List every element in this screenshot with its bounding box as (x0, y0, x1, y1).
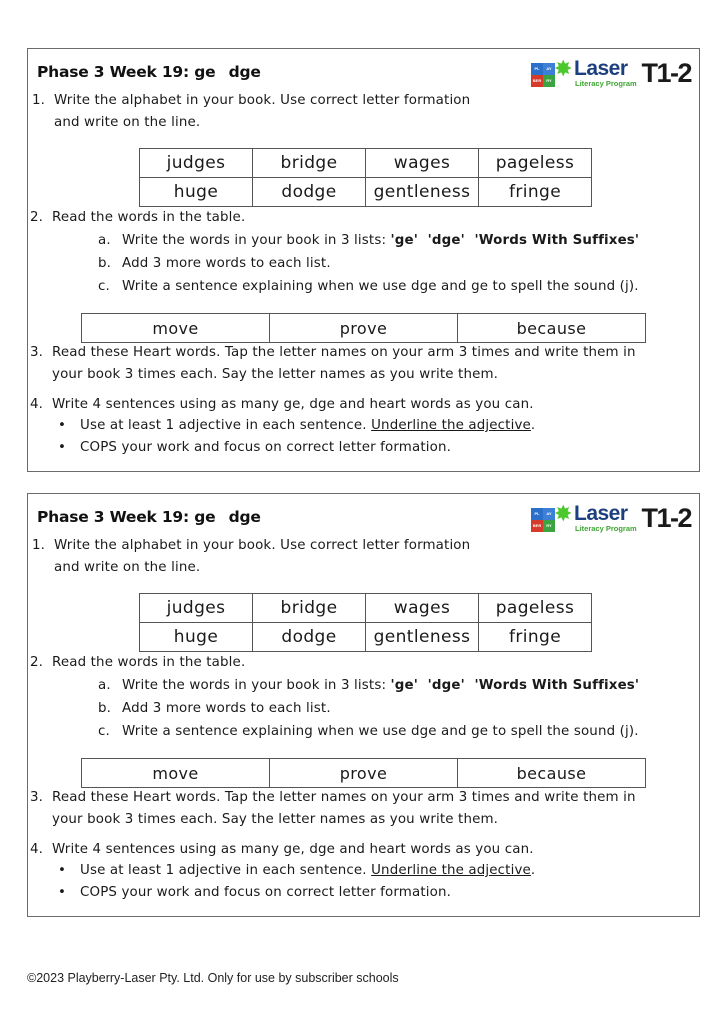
underlined-text: Underline the adjective (371, 863, 531, 878)
word-cell: judges (140, 594, 253, 623)
logo-brand: Laser (574, 57, 628, 80)
table-row (140, 594, 592, 623)
word-cell: fringe (479, 623, 592, 652)
word-table (139, 148, 592, 207)
heart-word-cell: move (82, 759, 270, 788)
worksheet-card (27, 48, 700, 472)
logo-subtitle: Literacy Program (575, 524, 637, 533)
logo-subtitle: Literacy Program (575, 79, 637, 88)
underlined-text: Underline the adjective (371, 418, 531, 433)
step-3: 3. Read these Heart words. Tap the letter names on your arm 3 times and write them in (30, 790, 636, 805)
term-label: T1-2 (641, 58, 691, 88)
step-2c: c. Write a sentence explaining when we use dge and ge to spell the sound (j). (98, 724, 639, 739)
table-row (140, 623, 592, 652)
term-label: T1-2 (641, 503, 691, 533)
word-cell: gentleness (366, 623, 479, 652)
step-3-line-2: your book 3 times each. Say the letter names as you write them. (52, 812, 499, 827)
step-4: 4. Write 4 sentences using as many ge, dge and heart words as you can. (30, 397, 534, 412)
word-cell: judges (140, 149, 253, 178)
step-1-line-2: and write on the line. (54, 115, 201, 130)
step-2a: a. Write the words in your book in 3 lists: 'ge' 'dge' 'Words With Suffixes' (98, 233, 640, 248)
copyright-footer: ©2023 Playberry-Laser Pty. Ltd. Only for use by subscriber schools (27, 971, 399, 985)
step-4-bullet-1: • Use at least 1 adjective in each sentence. Underline the adjective. (58, 863, 536, 878)
heart-word-cell: because (458, 314, 646, 343)
heart-word-cell: move (82, 314, 270, 343)
starburst-icon: ✸ (554, 57, 573, 82)
table-row (82, 314, 646, 343)
step-1-line-2: and write on the line. (54, 560, 201, 575)
table-row (140, 149, 592, 178)
word-cell: wages (366, 149, 479, 178)
worksheet-title: Phase 3 Week 19: ge dge (37, 63, 261, 81)
word-table (139, 593, 592, 652)
starburst-icon: ✸ (554, 502, 573, 527)
step-2b: b. Add 3 more words to each list. (98, 701, 331, 716)
step-2c: c. Write a sentence explaining when we use dge and ge to spell the sound (j). (98, 279, 639, 294)
step-4-bullet-2: • COPS your work and focus on correct letter formation. (58, 885, 452, 900)
word-cell: huge (140, 178, 253, 207)
table-row (82, 759, 646, 788)
heart-word-cell: because (458, 759, 646, 788)
word-cell: fringe (479, 178, 592, 207)
worksheet-title: Phase 3 Week 19: ge dge (37, 508, 261, 526)
step-4: 4. Write 4 sentences using as many ge, dge and heart words as you can. (30, 842, 534, 857)
word-cell: dodge (253, 178, 366, 207)
step-2b: b. Add 3 more words to each list. (98, 256, 331, 271)
word-cell: huge (140, 623, 253, 652)
step-2: 2. Read the words in the table. (30, 655, 246, 670)
heart-words-table (81, 313, 646, 343)
step-3: 3. Read these Heart words. Tap the letter names on your arm 3 times and write them in (30, 345, 636, 360)
logo-brand: Laser (574, 502, 628, 525)
step-2: 2. Read the words in the table. (30, 210, 246, 225)
step-2a: a. Write the words in your book in 3 lists: 'ge' 'dge' 'Words With Suffixes' (98, 678, 640, 693)
word-cell: bridge (253, 149, 366, 178)
step-1: 1. Write the alphabet in your book. Use correct letter formation (32, 538, 471, 553)
word-cell: gentleness (366, 178, 479, 207)
laser-logo (531, 57, 691, 91)
puzzle-icon: PL AY BER RY (531, 63, 555, 87)
heart-word-cell: prove (270, 759, 458, 788)
step-3-line-2: your book 3 times each. Say the letter names as you write them. (52, 367, 499, 382)
heart-words-table (81, 758, 646, 788)
word-cell: pageless (479, 149, 592, 178)
word-cell: wages (366, 594, 479, 623)
worksheet-card (27, 493, 700, 917)
step-4-bullet-2: • COPS your work and focus on correct letter formation. (58, 440, 452, 455)
word-cell: pageless (479, 594, 592, 623)
step-4-bullet-1: • Use at least 1 adjective in each sentence. Underline the adjective. (58, 418, 536, 433)
puzzle-icon: PL AY BER RY (531, 508, 555, 532)
step-1: 1. Write the alphabet in your book. Use correct letter formation (32, 93, 471, 108)
word-cell: bridge (253, 594, 366, 623)
table-row (140, 178, 592, 207)
heart-word-cell: prove (270, 314, 458, 343)
word-cell: dodge (253, 623, 366, 652)
laser-logo (531, 502, 691, 536)
